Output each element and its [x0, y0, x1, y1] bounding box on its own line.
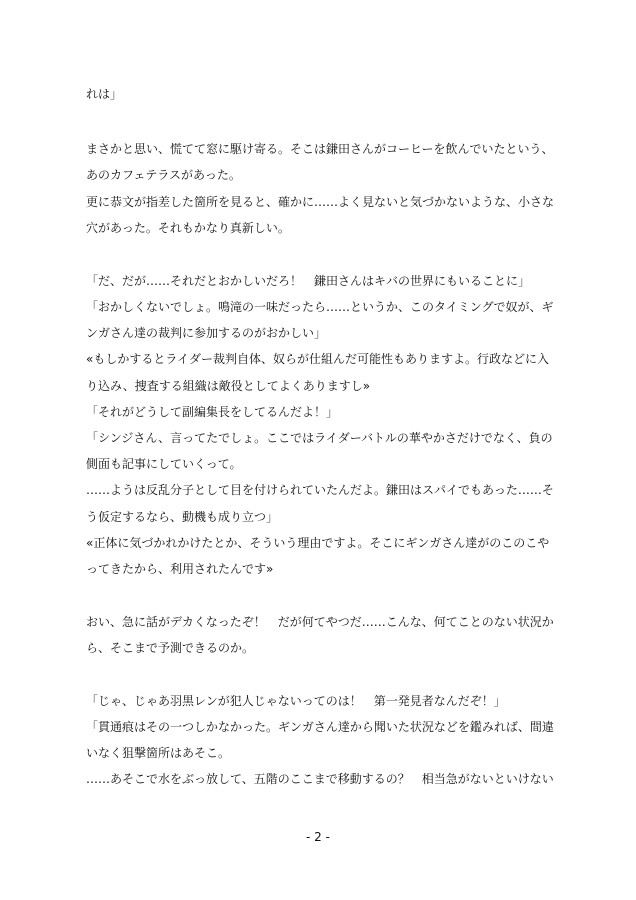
text-line: れは」 [86, 87, 123, 101]
text-line: あのカフェテラスがあった。 [86, 168, 241, 182]
text-line: «正体に気づかれかけたとか、そういう理由ですよ。そこにギンガさん達がのこのこや [86, 536, 550, 550]
page-number: - 2 - [306, 830, 330, 844]
text-line: り込み、捜査する組織は敵役としてよくありますし» [86, 379, 371, 393]
text-line: おい、急に話がデカくなったぞ！ だが何てやつだ……こんな、何てことのない状況か [86, 615, 554, 629]
text-line: う仮定するなら、動機も成り立つ」 [86, 510, 279, 524]
text-line: ンガさん達の裁判に参加するのがおかしい」 [86, 326, 327, 340]
text-line: ……あそこで水をぶっ放して、五階のここまで移動するの？ 相当急がないといけない [86, 772, 554, 786]
text-line: ……ようは反乱分子として目を付けられていたんだよ。鎌田はスパイでもあった……そ [86, 483, 554, 497]
text-line: 「貫通痕はその一つしかなかった。ギンガさん達から聞いた状況などを鑑みれば、間違 [86, 720, 554, 734]
text-line: 「じゃ、じゃあ羽黒レンが犯人じゃないってのは！ 第一発見者なんだぞ！」 [86, 694, 506, 708]
text-line: 「だ、だが……それだとおかしいだろ！ 鎌田さんはキバの世界にもいることに」 [86, 274, 531, 288]
text-line: 側面も記事にしていくって。 [86, 457, 242, 471]
text-line: 更に恭文が指差した箇所を見ると、確かに……よく見ないと気づかないような、小さな [86, 195, 555, 209]
text-line: 「それがどうして副編集長をしてるんだよ！」 [86, 405, 339, 419]
text-line: ってきたから、利用されたんです» [86, 562, 274, 576]
text-line: まさかと思い、慌てて窓に駆け寄る。そこは鎌田さんがコーヒーを飲んでいたという、 [86, 142, 554, 156]
text-line: 「シンジさん、言ってたでしょ。ここではライダーバトルの華やかさだけでなく、負の [86, 431, 553, 445]
text-line: «もしかするとライダー裁判自体、奴らが仕組んだ可能性もありますよ。行政などに入 [86, 352, 549, 366]
text-line: ら、そこまで予測できるのか。 [86, 641, 255, 655]
text-line: 穴があった。それもかなり真新しい。 [86, 221, 290, 235]
text-line: 「おかしくないでしょ。鳴滝の一味だったら……というか、このタイミングで奴が、ギ [86, 300, 554, 314]
text-line: いなく狙撃箇所はあそこ。 [86, 746, 231, 760]
